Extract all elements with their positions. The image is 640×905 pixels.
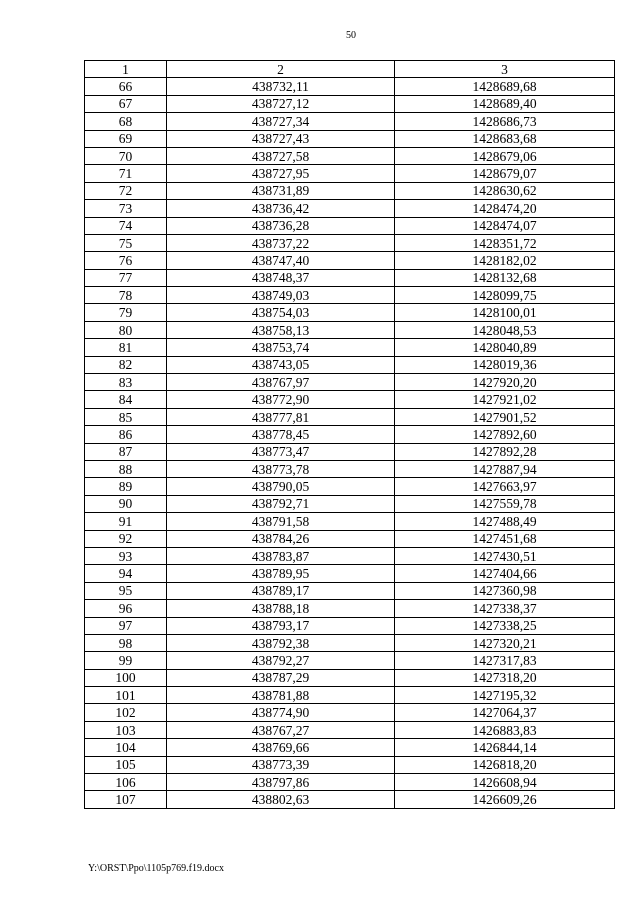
table-body [85,78,615,808]
x-coordinate-cell: 438758,13 [167,321,395,338]
table-row [85,304,615,321]
x-coordinate-cell: 438789,95 [167,565,395,582]
point-number-cell: 101 [85,687,167,704]
x-coordinate-cell: 438792,27 [167,652,395,669]
x-coordinate-cell: 438787,29 [167,669,395,686]
table-row [85,652,615,669]
point-number-cell: 84 [85,391,167,408]
x-coordinate-cell: 438778,45 [167,426,395,443]
y-coordinate-cell: 1426609,26 [395,791,615,808]
y-coordinate-cell: 1427559,78 [395,495,615,512]
y-coordinate-cell: 1428099,75 [395,287,615,304]
point-number-cell: 107 [85,791,167,808]
x-coordinate-cell: 438736,28 [167,217,395,234]
x-coordinate-cell: 438792,71 [167,495,395,512]
y-coordinate-cell: 1427887,94 [395,460,615,477]
x-coordinate-cell: 438727,43 [167,130,395,147]
point-number-cell: 94 [85,565,167,582]
y-coordinate-cell: 1428040,89 [395,339,615,356]
x-coordinate-cell: 438727,12 [167,95,395,112]
y-coordinate-cell: 1427404,66 [395,565,615,582]
x-coordinate-cell: 438769,66 [167,739,395,756]
y-coordinate-cell: 1427320,21 [395,634,615,651]
page-number: 50 [346,30,356,41]
y-coordinate-cell: 1427338,37 [395,600,615,617]
x-coordinate-cell: 438788,18 [167,600,395,617]
table-row [85,217,615,234]
column-header-1: 1 [85,61,167,78]
table-row [85,478,615,495]
table-row [85,391,615,408]
x-coordinate-cell: 438774,90 [167,704,395,721]
point-number-cell: 69 [85,130,167,147]
x-coordinate-cell: 438749,03 [167,287,395,304]
y-coordinate-cell: 1427195,32 [395,687,615,704]
point-number-cell: 106 [85,774,167,791]
point-number-cell: 85 [85,408,167,425]
point-number-cell: 89 [85,478,167,495]
point-number-cell: 70 [85,147,167,164]
point-number-cell: 105 [85,756,167,773]
point-number-cell: 76 [85,252,167,269]
y-coordinate-cell: 1428100,01 [395,304,615,321]
x-coordinate-cell: 438773,78 [167,460,395,477]
y-coordinate-cell: 1427901,52 [395,408,615,425]
x-coordinate-cell: 438737,22 [167,234,395,251]
y-coordinate-cell: 1427451,68 [395,530,615,547]
y-coordinate-cell: 1427892,28 [395,443,615,460]
point-number-cell: 90 [85,495,167,512]
point-number-cell: 83 [85,374,167,391]
x-coordinate-cell: 438732,11 [167,78,395,95]
table-row [85,513,615,530]
point-number-cell: 95 [85,582,167,599]
table-row [85,147,615,164]
table-row [85,356,615,373]
point-number-cell: 77 [85,269,167,286]
table-row [85,704,615,721]
y-coordinate-cell: 1427488,49 [395,513,615,530]
point-number-cell: 87 [85,443,167,460]
point-number-cell: 97 [85,617,167,634]
y-coordinate-cell: 1426883,83 [395,721,615,738]
y-coordinate-cell: 1427318,20 [395,669,615,686]
y-coordinate-cell: 1427920,20 [395,374,615,391]
table-row [85,113,615,130]
table-header-row [85,61,615,78]
table-row [85,374,615,391]
x-coordinate-cell: 438781,88 [167,687,395,704]
point-number-cell: 80 [85,321,167,338]
point-number-cell: 72 [85,182,167,199]
x-coordinate-cell: 438797,86 [167,774,395,791]
y-coordinate-cell: 1427430,51 [395,547,615,564]
y-coordinate-cell: 1428679,06 [395,147,615,164]
point-number-cell: 93 [85,547,167,564]
table-row [85,130,615,147]
table-row [85,95,615,112]
y-coordinate-cell: 1426818,20 [395,756,615,773]
point-number-cell: 78 [85,287,167,304]
y-coordinate-cell: 1426844,14 [395,739,615,756]
table-row [85,756,615,773]
point-number-cell: 79 [85,304,167,321]
point-number-cell: 103 [85,721,167,738]
table-row [85,287,615,304]
y-coordinate-cell: 1428689,40 [395,95,615,112]
x-coordinate-cell: 438754,03 [167,304,395,321]
x-coordinate-cell: 438783,87 [167,547,395,564]
y-coordinate-cell: 1428686,73 [395,113,615,130]
point-number-cell: 91 [85,513,167,530]
table-row [85,408,615,425]
footer-file-path: Y:\ORST\Ppo\1105p769.f19.docx [88,863,224,874]
x-coordinate-cell: 438773,47 [167,443,395,460]
x-coordinate-cell: 438772,90 [167,391,395,408]
point-number-cell: 86 [85,426,167,443]
point-number-cell: 73 [85,200,167,217]
table-row [85,78,615,95]
y-coordinate-cell: 1426608,94 [395,774,615,791]
y-coordinate-cell: 1428679,07 [395,165,615,182]
point-number-cell: 67 [85,95,167,112]
point-number-cell: 100 [85,669,167,686]
point-number-cell: 81 [85,339,167,356]
x-coordinate-cell: 438777,81 [167,408,395,425]
table-row [85,443,615,460]
table-row [85,234,615,251]
table-row [85,495,615,512]
y-coordinate-cell: 1427338,25 [395,617,615,634]
y-coordinate-cell: 1427663,97 [395,478,615,495]
x-coordinate-cell: 438767,97 [167,374,395,391]
x-coordinate-cell: 438747,40 [167,252,395,269]
table-row [85,200,615,217]
table-row [85,252,615,269]
point-number-cell: 98 [85,634,167,651]
table-row [85,791,615,808]
y-coordinate-cell: 1428683,68 [395,130,615,147]
y-coordinate-cell: 1428474,20 [395,200,615,217]
point-number-cell: 99 [85,652,167,669]
table-row [85,565,615,582]
point-number-cell: 92 [85,530,167,547]
x-coordinate-cell: 438727,95 [167,165,395,182]
point-number-cell: 104 [85,739,167,756]
x-coordinate-cell: 438736,42 [167,200,395,217]
y-coordinate-cell: 1428474,07 [395,217,615,234]
table-row [85,547,615,564]
table-row [85,460,615,477]
y-coordinate-cell: 1428048,53 [395,321,615,338]
table-row [85,634,615,651]
table-row [85,321,615,338]
coordinates-table [84,60,615,809]
x-coordinate-cell: 438790,05 [167,478,395,495]
table-row [85,165,615,182]
y-coordinate-cell: 1428630,62 [395,182,615,199]
point-number-cell: 88 [85,460,167,477]
x-coordinate-cell: 438793,17 [167,617,395,634]
point-number-cell: 68 [85,113,167,130]
point-number-cell: 75 [85,234,167,251]
table-row [85,721,615,738]
table-row [85,426,615,443]
table-row [85,617,615,634]
y-coordinate-cell: 1427921,02 [395,391,615,408]
point-number-cell: 66 [85,78,167,95]
y-coordinate-cell: 1428132,68 [395,269,615,286]
point-number-cell: 82 [85,356,167,373]
x-coordinate-cell: 438731,89 [167,182,395,199]
x-coordinate-cell: 438802,63 [167,791,395,808]
point-number-cell: 74 [85,217,167,234]
point-number-cell: 102 [85,704,167,721]
table-row [85,774,615,791]
y-coordinate-cell: 1428351,72 [395,234,615,251]
x-coordinate-cell: 438773,39 [167,756,395,773]
x-coordinate-cell: 438727,34 [167,113,395,130]
table-row [85,669,615,686]
table-row [85,600,615,617]
x-coordinate-cell: 438767,27 [167,721,395,738]
x-coordinate-cell: 438791,58 [167,513,395,530]
table-row [85,269,615,286]
x-coordinate-cell: 438784,26 [167,530,395,547]
y-coordinate-cell: 1428182,02 [395,252,615,269]
x-coordinate-cell: 438748,37 [167,269,395,286]
y-coordinate-cell: 1427064,37 [395,704,615,721]
table-row [85,182,615,199]
x-coordinate-cell: 438743,05 [167,356,395,373]
y-coordinate-cell: 1428019,36 [395,356,615,373]
point-number-cell: 71 [85,165,167,182]
table-row [85,687,615,704]
table-row [85,339,615,356]
y-coordinate-cell: 1428689,68 [395,78,615,95]
x-coordinate-cell: 438792,38 [167,634,395,651]
table-row [85,530,615,547]
column-header-2: 2 [167,61,395,78]
x-coordinate-cell: 438727,58 [167,147,395,164]
table-row [85,739,615,756]
column-header-3: 3 [395,61,615,78]
y-coordinate-cell: 1427360,98 [395,582,615,599]
x-coordinate-cell: 438753,74 [167,339,395,356]
table-row [85,582,615,599]
point-number-cell: 96 [85,600,167,617]
y-coordinate-cell: 1427892,60 [395,426,615,443]
y-coordinate-cell: 1427317,83 [395,652,615,669]
x-coordinate-cell: 438789,17 [167,582,395,599]
